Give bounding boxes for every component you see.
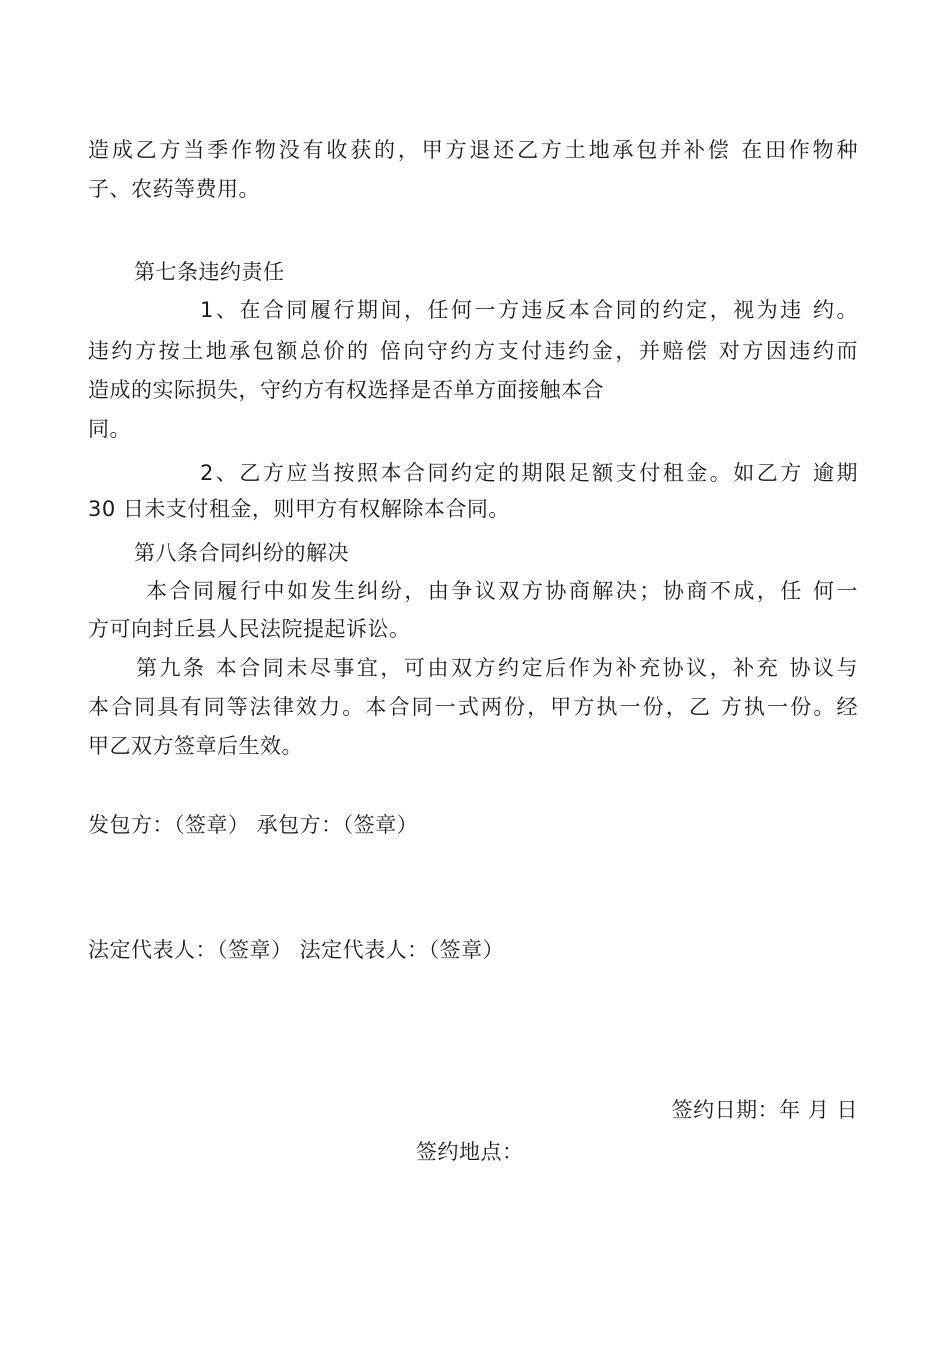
signature-representatives: 法定代表人：（签章） 法定代表人：（签章）	[88, 938, 505, 962]
clause9-line-3: 甲乙双方签章后生效。	[88, 734, 303, 758]
clause8-line-2: 方可向封丘县人民法院提起诉讼。	[88, 617, 411, 641]
clause8-heading: 第八条合同纠纷的解决	[134, 541, 349, 565]
clause7-heading: 第七条违约责任	[134, 260, 285, 284]
clause7-item2-line-1: 2、乙方应当按照本合同约定的期限足额支付租金。如乙方 逾期	[200, 461, 858, 485]
clause7-item1-line-2: 违约方按土地承包额总价的 倍向守约方支付违约金，并赔偿 对方因违约而	[88, 339, 858, 363]
clause7-item1-line-3: 造成的实际损失，守约方有权选择是否单方面接触本合	[88, 378, 604, 402]
clause6-line-2: 子、农药等费用。	[88, 177, 260, 201]
signing-place: 签约地点：	[416, 1140, 524, 1164]
clause9-line-2: 本合同具有同等法律效力。本合同一式两份，甲方执一份，乙 方执一份。经	[88, 695, 858, 719]
clause7-item1-line-1: 1、在合同履行期间，任何一方违反本合同的约定，视为违 约。	[200, 298, 858, 322]
clause7-item1-line-4: 同。	[88, 417, 131, 441]
signature-parties: 发包方：（签章） 承包方：（签章）	[88, 813, 419, 837]
clause6-line-1: 造成乙方当季作物没有收获的，甲方退还乙方土地承包并补偿 在田作物种	[88, 138, 858, 162]
clause9-line-1: 第九条 本合同未尽事宜，可由双方约定后作为补充协议，补充 协议与	[136, 656, 858, 680]
clause7-item2-line-2: 30 日未支付租金，则甲方有权解除本合同。	[88, 497, 510, 521]
clause8-line-1: 本合同履行中如发生纠纷，由争议双方协商解决；协商不成，任 何一	[146, 579, 858, 603]
signing-date: 签约日期：年 月 日	[671, 1098, 858, 1122]
